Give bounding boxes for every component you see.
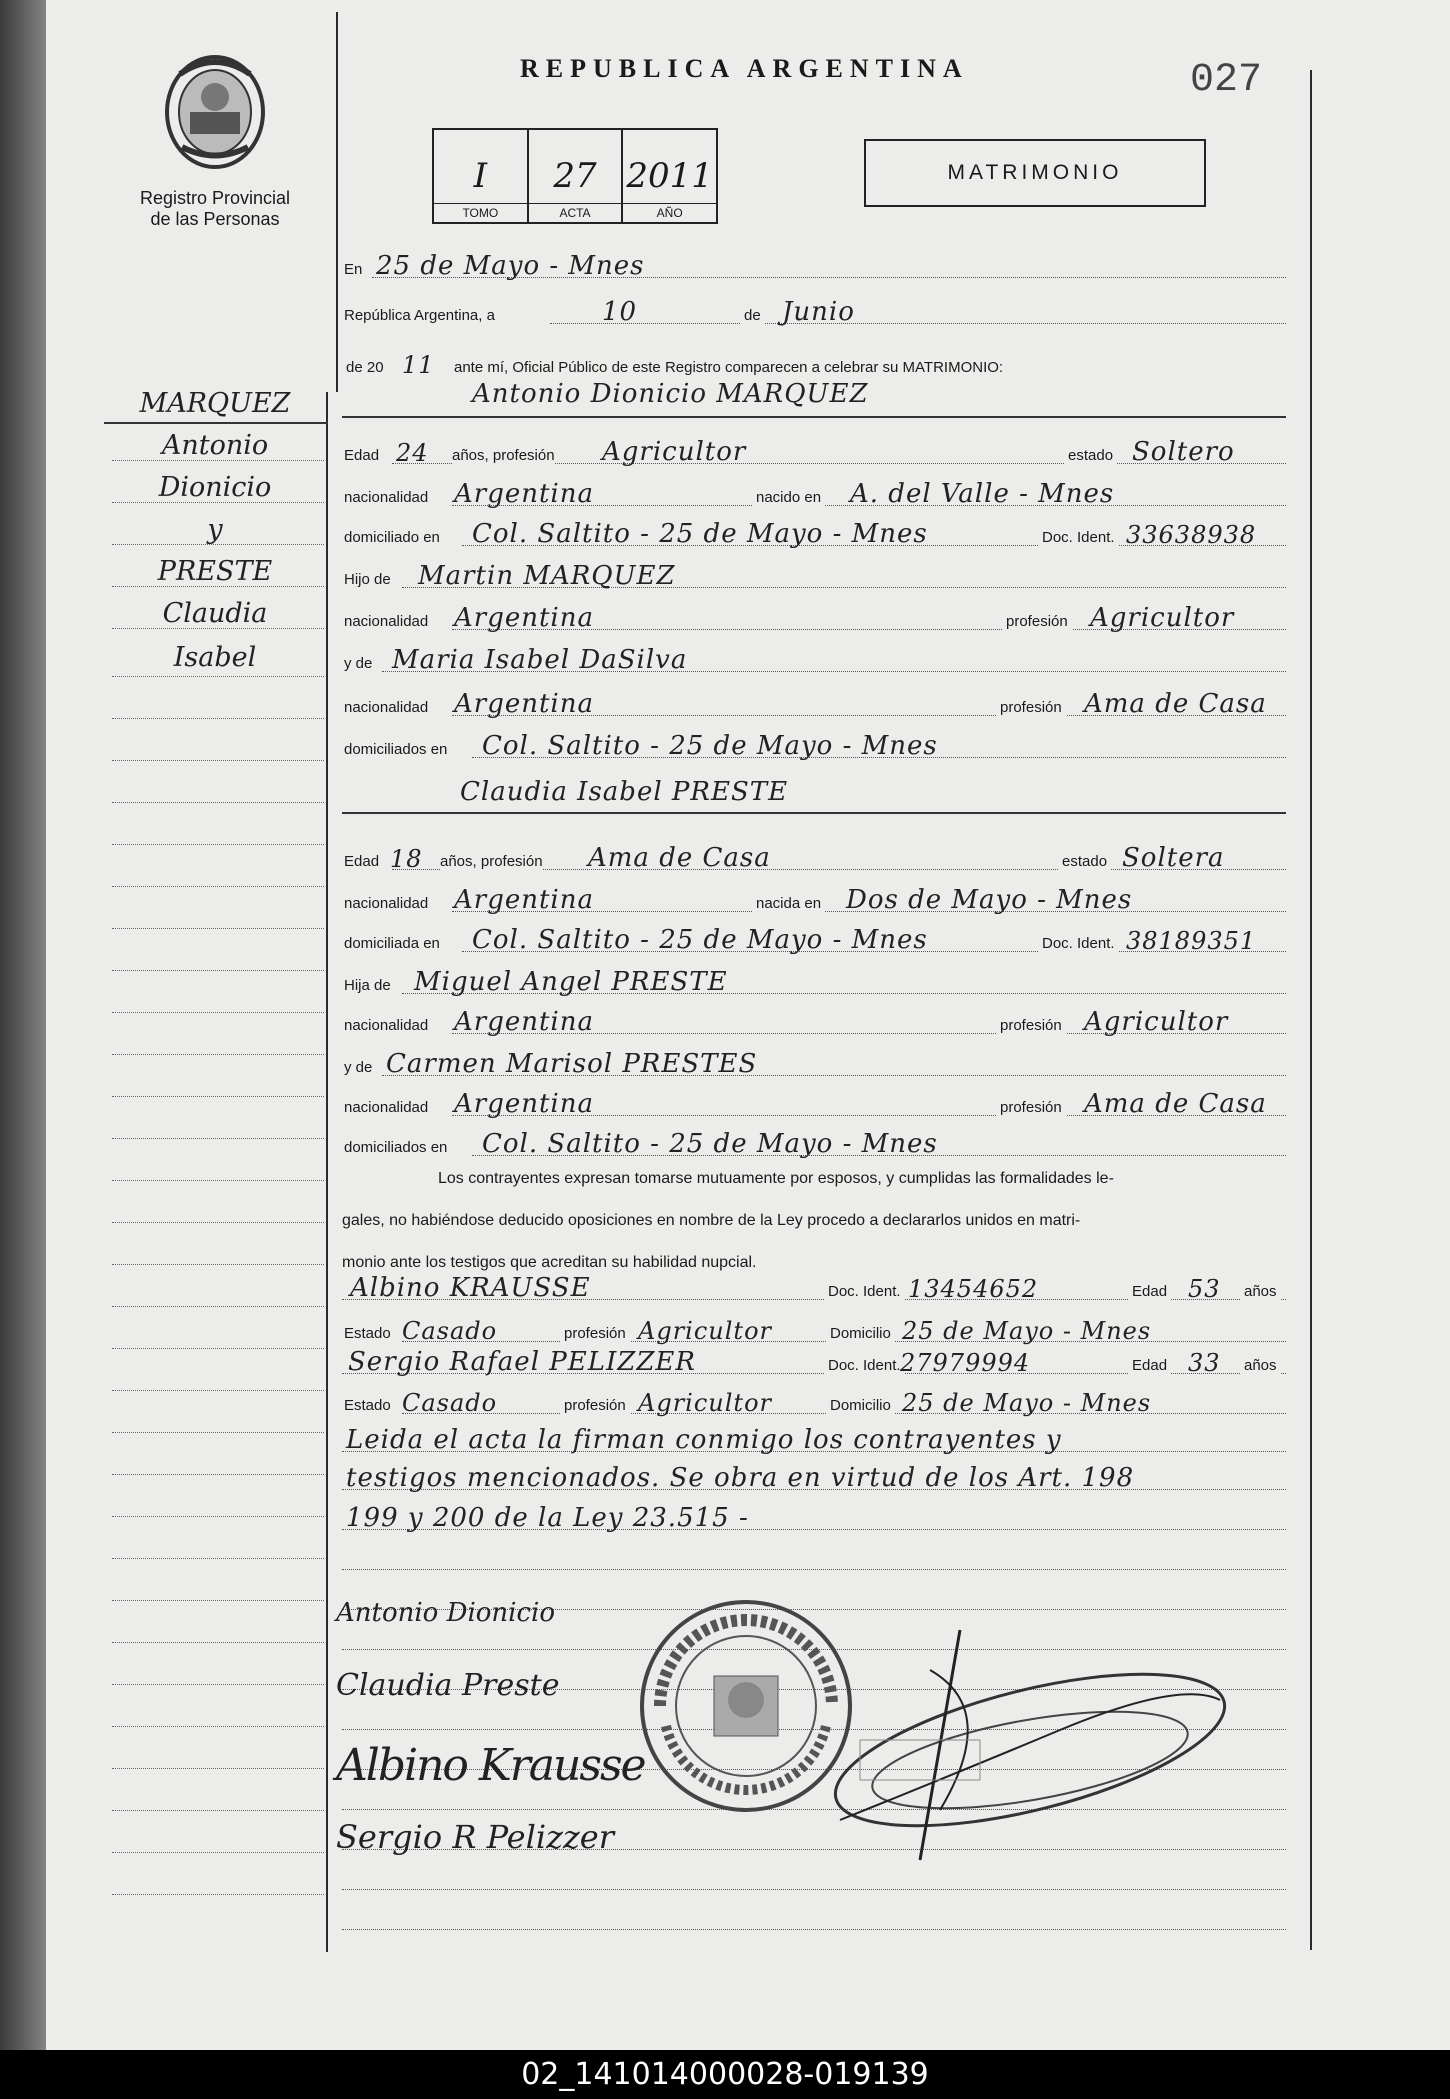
side-line — [112, 1432, 324, 1433]
side-line — [112, 1264, 324, 1265]
hijo-label: Hijo de — [344, 571, 391, 588]
bride-mother-profession: Ama de Casa — [1084, 1089, 1267, 1119]
bride-nationality-row — [342, 885, 1286, 918]
bride-father-nat-row — [342, 1007, 1286, 1040]
doc-label: Doc. Ident. — [1038, 529, 1119, 546]
nacida-label: nacida en — [752, 895, 825, 912]
groom-parents-domicile: Col. Saltito - 25 de Mayo - Mnes — [482, 731, 938, 761]
acta-value: 27 — [553, 156, 597, 196]
blank-row — [342, 1546, 1286, 1576]
witness1-detail-row — [342, 1318, 1286, 1348]
notes-line-1-row — [342, 1425, 1286, 1458]
side-line — [112, 1516, 324, 1517]
side-line — [112, 586, 324, 587]
witness1-estado: Casado — [402, 1317, 498, 1345]
dotted-line — [342, 1889, 1286, 1890]
side-line — [112, 1558, 324, 1559]
dotted-line — [342, 1929, 1286, 1930]
signature-groom: Antonio Dionicio — [336, 1598, 556, 1628]
intro-place-row — [342, 251, 1286, 284]
side-line — [112, 844, 324, 845]
side-line — [112, 886, 324, 887]
side-line — [112, 928, 324, 929]
doc-label: Doc. Ident. — [1038, 935, 1119, 952]
estado-label: Estado — [344, 1325, 391, 1342]
groom-father-nationality: Argentina — [454, 603, 594, 633]
groom-mother-row — [342, 645, 1286, 678]
bride-father-row — [342, 967, 1286, 1000]
profesion-label: profesión — [996, 1099, 1066, 1116]
groom-nationality-row — [342, 479, 1286, 512]
witness1-age: 53 — [1188, 1275, 1221, 1303]
year-suffix: 11 — [402, 351, 435, 379]
profesion-label: profesión — [996, 699, 1066, 716]
anio-value: 2011 — [626, 156, 713, 196]
groom-mother-nat-row — [342, 689, 1286, 722]
nacionalidad-label: nacionalidad — [344, 613, 429, 630]
notes-line-2: testigos mencionados. Se obra en virtud de los Art. 198 — [346, 1463, 1135, 1493]
scan-id-footer: 02_141014000028-019139 — [0, 2050, 1450, 2099]
doc-label: Doc. Ident. — [824, 1357, 905, 1374]
groom-mother: Maria Isabel DaSilva — [392, 645, 688, 675]
side-line — [112, 718, 324, 719]
bride-parents-domicile: Col. Saltito - 25 de Mayo - Mnes — [482, 1129, 938, 1159]
witness2-profession: Agricultor — [638, 1389, 772, 1417]
groom-parents-domicile-row — [342, 731, 1286, 764]
solid-line — [342, 812, 1286, 814]
side-name-6: Isabel — [173, 642, 257, 673]
groom-estado: Soltero — [1132, 437, 1235, 467]
edad-label: Edad — [1128, 1283, 1171, 1300]
bride-name: Claudia Isabel PRESTE — [460, 777, 789, 807]
side-name-5: Claudia — [162, 598, 268, 629]
bride-father-profession: Agricultor — [1084, 1007, 1229, 1037]
provincial-seal-logo — [160, 52, 270, 172]
yde-label: y de — [344, 655, 373, 672]
witness1-row — [342, 1273, 1286, 1306]
nacionalidad-label: nacionalidad — [344, 699, 429, 716]
notes-line-2-row — [342, 1463, 1286, 1496]
groom-age: 24 — [396, 439, 429, 467]
year-prefix: de 20 — [346, 359, 384, 376]
acta-cell — [529, 130, 624, 222]
yde-label: y de — [344, 1059, 373, 1076]
edad-label: Edad — [1128, 1357, 1171, 1374]
bride-doc: 38189351 — [1126, 927, 1257, 955]
solid-line — [342, 416, 1286, 418]
intro-sentence-row — [342, 352, 1286, 382]
witness2-estado: Casado — [402, 1389, 498, 1417]
registry-name-line2: de las Personas — [150, 209, 280, 229]
estado-label: estado — [1058, 853, 1111, 870]
divider-main — [326, 392, 328, 1952]
witness1-domicile: 25 de Mayo - Mnes — [902, 1317, 1152, 1345]
side-line — [112, 1012, 324, 1013]
blank-row — [342, 1906, 1286, 1936]
record-number-box — [432, 128, 718, 224]
side-line — [112, 970, 324, 971]
side-name-2: Dionicio — [158, 472, 272, 503]
groom-profession: Agricultor — [602, 437, 747, 467]
domicilio-label: Domicilio — [826, 1397, 895, 1414]
declaration-line-2: gales, no habiéndose deducido oposiciones en nombre de la Ley procedo a declararlos unidos en matri- — [342, 1212, 1081, 1229]
edad-label: Edad — [344, 853, 380, 870]
side-line — [112, 1894, 324, 1895]
side-line — [112, 1180, 324, 1181]
side-line — [112, 502, 324, 503]
side-line — [112, 544, 324, 545]
bride-mother-row — [342, 1049, 1286, 1082]
bride-age-row — [342, 843, 1286, 876]
profesion-label: profesión — [560, 1325, 630, 1342]
dotted-line — [342, 1569, 1286, 1570]
record-type-box: MATRIMONIO — [864, 139, 1206, 207]
domiciliados-label: domiciliados en — [344, 1139, 448, 1156]
side-line — [112, 676, 324, 677]
nacionalidad-label: nacionalidad — [344, 1017, 429, 1034]
side-line — [112, 460, 324, 461]
side-line — [112, 1810, 324, 1811]
bride-profession: Ama de Casa — [588, 843, 771, 873]
age-suffix: años, profesión — [452, 447, 555, 464]
official-signature — [800, 1610, 1230, 1870]
side-line — [112, 760, 324, 761]
side-name-4: PRESTE — [157, 556, 273, 587]
profesion-label: profesión — [560, 1397, 630, 1414]
bride-mother-nat-row — [342, 1089, 1286, 1122]
side-line — [112, 1138, 324, 1139]
blank-row — [342, 1866, 1286, 1896]
side-line — [112, 1768, 324, 1769]
nacido-label: nacido en — [752, 489, 825, 506]
profesion-label: profesión — [996, 1017, 1066, 1034]
tomo-value: I — [473, 156, 488, 196]
de-label: de — [740, 307, 765, 324]
bride-estado: Soltera — [1122, 843, 1225, 873]
tomo-cell — [434, 130, 529, 222]
groom-mother-nationality: Argentina — [454, 689, 594, 719]
witness1-doc: 13454652 — [908, 1275, 1039, 1303]
side-line — [112, 1852, 324, 1853]
anio-cell — [623, 130, 716, 222]
intro-sentence: ante mí, Oficial Público de este Registro comparecen a celebrar su MATRIMONIO: — [454, 359, 1004, 376]
groom-doc: 33638938 — [1126, 521, 1257, 549]
groom-father-row — [342, 561, 1286, 594]
domicilio-label: Domicilio — [826, 1325, 895, 1342]
groom-father: Martin MARQUEZ — [418, 561, 676, 591]
bride-domicile-row — [342, 925, 1286, 958]
groom-mother-profession: Ama de Casa — [1084, 689, 1267, 719]
month-value: Junio — [782, 297, 855, 327]
groom-age-row — [342, 437, 1286, 470]
side-line — [112, 1222, 324, 1223]
declaration-line-1: Los contrayentes expresan tomarse mutuamente por esposos, y cumplidas las formalidades le- — [438, 1170, 1114, 1187]
side-name-1: Antonio — [161, 430, 269, 461]
signature-witness2: Sergio R Pelizzer — [336, 1818, 615, 1856]
groom-father-profession: Agricultor — [1090, 603, 1235, 633]
divider-top — [336, 12, 338, 392]
side-line — [112, 1306, 324, 1307]
side-line — [112, 1348, 324, 1349]
doc-label: Doc. Ident. — [824, 1283, 905, 1300]
dotted-line — [550, 323, 1286, 324]
signature-bride: Claudia Preste — [336, 1668, 560, 1703]
notes-line-1: Leida el acta la firman conmigo los contrayentes y — [346, 1425, 1062, 1455]
registry-name-line1: Registro Provincial — [139, 188, 291, 208]
witness2-domicile: 25 de Mayo - Mnes — [902, 1389, 1152, 1417]
domiciliados-label: domiciliados en — [344, 741, 448, 758]
hija-label: Hija de — [344, 977, 391, 994]
en-label: En — [344, 261, 363, 278]
declaration-line-3: monio ante los testigos que acreditan su habilidad nupcial. — [342, 1254, 757, 1271]
edad-label: Edad — [344, 447, 380, 464]
groom-name-row — [342, 379, 1286, 412]
bride-mother: Carmen Marisol PRESTES — [386, 1049, 758, 1079]
day-value: 10 — [602, 297, 638, 327]
witness1-name: Albino KRAUSSE — [350, 1273, 591, 1303]
side-line — [112, 1474, 324, 1475]
domiciliado-label: domiciliado en — [344, 529, 440, 546]
acta-label: ACTA — [529, 203, 622, 222]
right-border — [1310, 70, 1312, 1950]
age-suffix: años, profesión — [440, 853, 543, 870]
witness1-profession: Agricultor — [638, 1317, 772, 1345]
groom-nationality: Argentina — [454, 479, 594, 509]
nacionalidad-label: nacionalidad — [344, 895, 429, 912]
side-line — [112, 628, 324, 629]
bride-name-row — [342, 777, 1286, 810]
witness2-name: Sergio Rafael PELIZZER — [348, 1347, 696, 1377]
profesion-label: profesión — [1002, 613, 1072, 630]
groom-domicile: Col. Saltito - 25 de Mayo - Mnes — [472, 519, 928, 549]
groom-domicile-row — [342, 519, 1286, 552]
domiciliada-label: domiciliada en — [344, 935, 440, 952]
registry-name — [110, 188, 320, 230]
side-line — [112, 1600, 324, 1601]
republica-label: República Argentina, a — [344, 307, 495, 324]
tomo-label: TOMO — [434, 203, 527, 222]
nacionalidad-label: nacionalidad — [344, 1099, 429, 1116]
anios-label: años — [1240, 1357, 1281, 1374]
notes-line-3: 199 y 200 de la Ley 23.515 - — [346, 1503, 749, 1533]
side-line — [112, 802, 324, 803]
estado-label: estado — [1064, 447, 1117, 464]
bride-father-nationality: Argentina — [454, 1007, 594, 1037]
place-value: 25 de Mayo - Mnes — [376, 251, 645, 281]
page-number: 027 — [1190, 58, 1263, 103]
anio-label: AÑO — [623, 203, 716, 222]
side-line — [112, 1054, 324, 1055]
anios-label: años — [1240, 1283, 1281, 1300]
side-line — [112, 1684, 324, 1685]
side-line — [112, 1642, 324, 1643]
side-name-3: y — [207, 514, 223, 545]
side-line — [112, 1390, 324, 1391]
book-spine — [0, 0, 50, 2050]
declaration-text — [342, 1158, 1277, 1284]
side-underline — [104, 422, 328, 424]
bride-nationality: Argentina — [454, 885, 594, 915]
bride-age: 18 — [390, 845, 423, 873]
groom-father-nat-row — [342, 603, 1286, 636]
groom-born: A. del Valle - Mnes — [850, 479, 1115, 509]
notes-line-3-row — [342, 1503, 1286, 1536]
signature-witness1: Albino Krausse — [336, 1740, 645, 1791]
intro-date-row — [342, 297, 1286, 330]
estado-label: Estado — [344, 1397, 391, 1414]
side-line — [112, 1096, 324, 1097]
bride-domicile: Col. Saltito - 25 de Mayo - Mnes — [472, 925, 928, 955]
side-line — [112, 1726, 324, 1727]
witness2-row — [342, 1347, 1286, 1380]
nacionalidad-label: nacionalidad — [344, 489, 429, 506]
witness2-doc: 27979994 — [900, 1349, 1031, 1377]
side-surname: MARQUEZ — [139, 388, 291, 419]
bride-mother-nationality: Argentina — [454, 1089, 594, 1119]
witness2-age: 33 — [1188, 1349, 1221, 1377]
witness2-detail-row — [342, 1390, 1286, 1420]
bride-father: Miguel Angel PRESTE — [414, 967, 728, 997]
groom-name: Antonio Dionicio MARQUEZ — [472, 379, 869, 409]
bride-born: Dos de Mayo - Mnes — [846, 885, 1133, 915]
country-title: REPUBLICA ARGENTINA — [520, 54, 969, 83]
